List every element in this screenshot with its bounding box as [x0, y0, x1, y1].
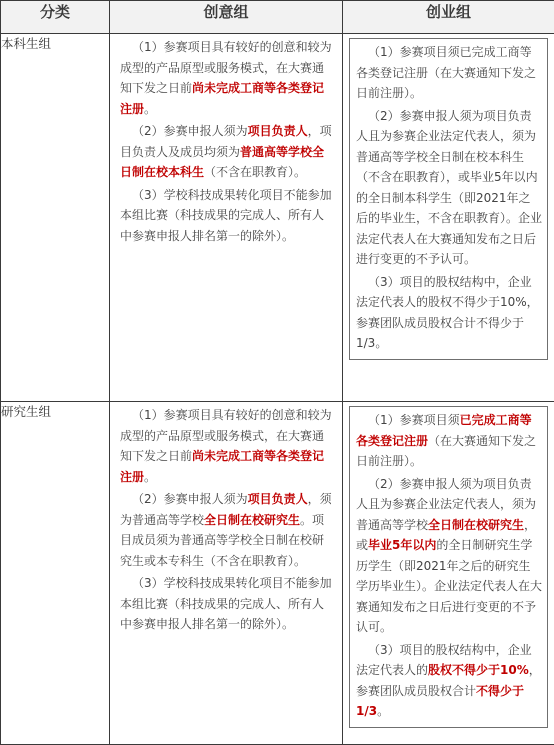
- requirement-text: （2）参赛申报人须为: [132, 492, 248, 506]
- requirement-paragraph: [120, 37, 332, 119]
- requirement-paragraph: [356, 106, 542, 270]
- requirement-text: 。: [377, 704, 389, 718]
- header-category: 分类: [1, 1, 110, 34]
- idea-cell: [110, 402, 343, 745]
- startup-requirements: [356, 410, 542, 722]
- requirement-text: ，须为普通高等学校: [120, 492, 332, 527]
- requirement-text: （1）参赛项目须: [368, 413, 460, 427]
- requirement-text: 。项目成员须为普通高等学校全日制在校研究生或本专科生（不含在职教育）。: [120, 513, 324, 568]
- requirement-text: 。: [144, 102, 156, 116]
- header-idea-group: 创意组: [110, 1, 343, 34]
- highlighted-text: 已完成工商等各类登记注册: [356, 413, 532, 448]
- startup-requirements: [356, 42, 542, 354]
- requirement-paragraph: [356, 474, 542, 638]
- requirement-text: ，参赛团队成员股权合计: [356, 663, 541, 698]
- startup-cell: [343, 402, 554, 745]
- requirement-text: （3）项目的股权结构中，企业法定代表人的股权不得少于10%，参赛团队成员股权合计不得少于1/3。: [356, 275, 539, 351]
- idea-requirements: [120, 405, 332, 635]
- highlighted-text: 全日制在校研究生: [428, 518, 524, 532]
- requirement-text: （在大赛通知下发之日前注册）。: [356, 434, 536, 469]
- requirement-text: （1）参赛项目须已完成工商等各类登记注册（在大赛通知下发之日前注册）。: [356, 45, 536, 100]
- requirement-paragraph: [356, 640, 542, 722]
- highlighted-text: 股权不得少于10%: [428, 663, 529, 677]
- requirement-paragraph: [120, 121, 332, 183]
- requirement-text: 。: [144, 470, 156, 484]
- requirement-paragraph: [356, 410, 542, 472]
- highlighted-text: 项目负责人: [248, 124, 308, 138]
- requirement-text: （2）参赛申报人须为: [132, 124, 248, 138]
- header-startup-group: 创业组: [343, 1, 554, 34]
- requirement-paragraph: [120, 573, 332, 635]
- highlighted-text: 尚未完成工商等各类登记注册: [120, 449, 324, 484]
- requirement-text: ，项目负责人及成员均须为: [120, 124, 332, 159]
- highlighted-text: 不得少于1/3: [356, 684, 524, 719]
- requirement-text: （3）项目的股权结构中，企业法定代表人的: [356, 643, 532, 678]
- startup-cell: [343, 34, 554, 402]
- category-cell: 研究生组: [1, 402, 110, 745]
- header-row: [1, 1, 554, 34]
- table-row-graduate: [1, 402, 554, 745]
- startup-box: [349, 406, 548, 728]
- requirement-paragraph: [356, 272, 542, 354]
- requirement-text: （3）学校科技成果转化项目不能参加本组比赛（科技成果的完成人、所有人中参赛申报人排名第一的除外）。: [120, 576, 332, 631]
- idea-requirements: [120, 37, 332, 246]
- requirement-text: （不含在职教育）。: [204, 165, 306, 179]
- requirement-paragraph: [120, 405, 332, 487]
- requirement-text: （2）参赛申报人须为项目负责人且为参赛企业法定代表人，须为普通高等学校全日制在校本科生（不含在职教育），或毕业5年以内的全日制本科学生（即2021年之后的毕业生，不含在职教育）。企业法定代表人在大赛通知发布之日后进行变更的不予认可。: [356, 109, 542, 267]
- requirement-text: 的全日制研究生学历学生（即2021年之后的研究生学历毕业生）。企业法定代表人在大赛通知发布之日后进行变更的不予认可。: [356, 538, 542, 634]
- requirement-text: （2）参赛申报人须为项目负责人且为参赛企业法定代表人，须为普通高等学校: [356, 477, 536, 532]
- requirement-text: （3）学校科技成果转化项目不能参加本组比赛（科技成果的完成人、所有人中参赛申报人排名第一的除外）。: [120, 188, 332, 243]
- highlighted-text: 项目负责人: [248, 492, 308, 506]
- category-cell: 本科生组: [1, 34, 110, 402]
- requirement-text: ，或: [356, 518, 536, 553]
- requirement-text: （1）参赛项目具有较好的创意和较为成型的产品原型或服务模式，在大赛通知下发之日前: [120, 40, 332, 95]
- requirement-text: （1）参赛项目具有较好的创意和较为成型的产品原型或服务模式，在大赛通知下发之日前: [120, 408, 332, 463]
- highlighted-text: 毕业5年以内: [368, 538, 436, 552]
- startup-box: [349, 38, 548, 360]
- idea-cell: [110, 34, 343, 402]
- highlighted-text: 普通高等学校全日制在校本科生: [120, 145, 324, 180]
- requirement-paragraph: [356, 42, 542, 104]
- highlighted-text: 尚未完成工商等各类登记注册: [120, 81, 324, 116]
- requirement-paragraph: [120, 185, 332, 247]
- requirement-paragraph: [120, 489, 332, 571]
- table-row-undergrad: [1, 34, 554, 402]
- highlighted-text: 全日制在校研究生: [204, 513, 300, 527]
